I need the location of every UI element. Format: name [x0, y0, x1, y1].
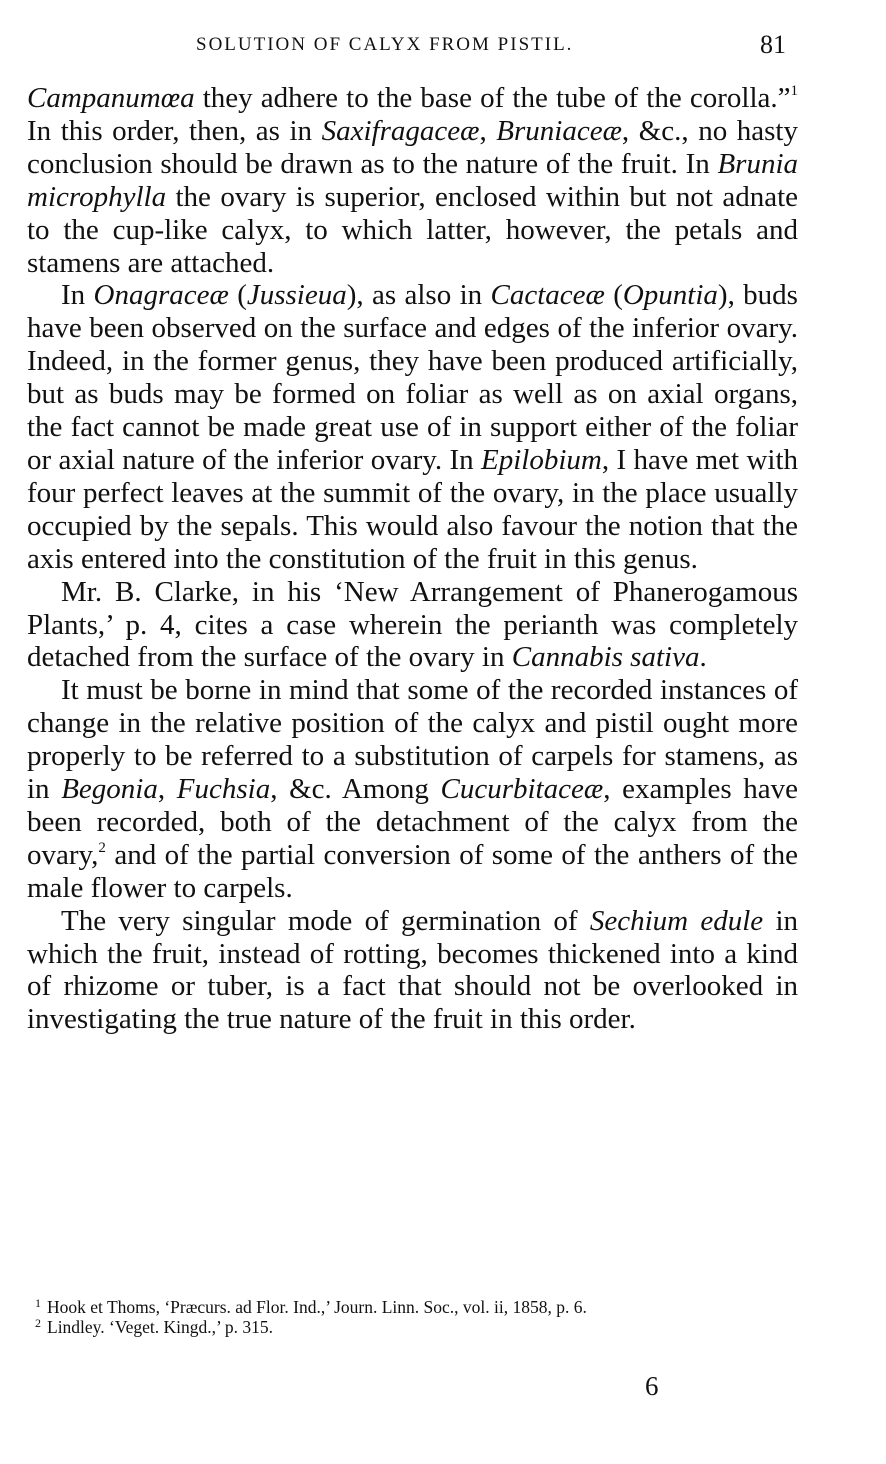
italic-term: Jussieua [246, 279, 347, 312]
text-run: they adhere to the base of the tube of the corolla.” [194, 82, 791, 114]
footnote [35, 1297, 798, 1317]
signature-mark: 6 [645, 1371, 659, 1401]
italic-term: Cannabis sativa [511, 641, 700, 674]
text-run: ( [604, 279, 623, 312]
text-run: , I have met with four perfect leaves at the summit of the ovary, in the place usually occupied by the sepals. This would also favour the notion that the axis entered into the constitution of the fruit in this genus. [27, 443, 798, 575]
footnote-text: Lindley. ‘Veget. Kingd.,’ p. 315. [47, 1317, 273, 1337]
text-run: In [61, 279, 94, 312]
text-run: , [479, 114, 497, 147]
running-head-title: SOLUTION OF CALYX FROM PISTIL. [196, 34, 574, 55]
text-run: In this order, then, as in [27, 114, 322, 147]
text-run: , &c. Among [270, 773, 441, 806]
italic-term: Cucurbitaceæ [440, 773, 604, 806]
italic-term: Brunia microphylla [27, 147, 798, 213]
body-text [27, 82, 798, 1036]
footnote-marker: 2 [35, 1316, 41, 1330]
text-run: ), as also in [346, 279, 491, 312]
italic-term: Opuntia [622, 279, 718, 312]
italic-term: Onagraceæ [93, 279, 229, 312]
paragraph [27, 279, 798, 575]
text-run: It must be borne in mind that some of the recorded instances of change in the relative position of the calyx and pistil ought more properly to be referred to a substitution of carpels for stamens, as in [27, 674, 798, 806]
footnote-text: Hook et Thoms, ‘Præcurs. ad Flor. Ind.,’ Journ. Linn. Soc., vol. ii, 1858, p. 6. [47, 1297, 587, 1317]
footnote-reference: 2 [98, 839, 106, 856]
text-run: and of the partial conversion of some of the anthers of the male flower to carpels. [27, 838, 798, 904]
text-run: in which the fruit, instead of rotting, becomes thickened into a kind of rhizome or tuber, is a fact that should not be overlooked in investigating the true nature of the fruit in this order. [27, 904, 799, 1036]
paragraph [27, 576, 798, 675]
italic-term: Cactaceæ [490, 279, 605, 312]
text-run: Mr. B. Clarke, in his ‘New Arrangement of Phanerogamous Plants,’ p. 4, cites a case wherein the perianth was completely detached from the surface of the ovary in [27, 575, 798, 674]
italic-term: Fuchsia [176, 773, 271, 806]
footnote-marker: 1 [35, 1296, 41, 1310]
text-run: , &c., no hasty conclusion should be drawn as to the nature of the fruit. In [27, 114, 798, 180]
text-run: ), buds have been observed on the surface and edges of the inferior ovary. Indeed, in the former genus, they have been produced artificially, but as buds may be formed on foliar as well as on axial organs, the fact cannot be made great use of in support either of the foliar or axial nature of the inferior ovary. In [27, 279, 798, 476]
footnotes [35, 1297, 798, 1337]
text-run: , examples have been recorded, both of the detachment of the calyx from the ovary, [27, 773, 799, 871]
italic-term: Sechium edule [589, 904, 764, 937]
italic-term: Saxifragaceæ [321, 114, 480, 147]
page-number: 81 [760, 30, 786, 59]
italic-term: Campanumœa [27, 82, 195, 114]
text-run: The very singular mode of germination of [61, 904, 590, 937]
footnote [35, 1317, 798, 1337]
text-run: , [157, 773, 177, 806]
paragraph [27, 82, 798, 279]
italic-term: Bruniaceæ [496, 114, 622, 147]
running-head [0, 30, 886, 60]
footnote-reference: 1 [790, 83, 798, 99]
text-run: the ovary is superior, enclosed within but not adnate to the cup-like calyx, to which latter, however, the petals and stamens are attached. [27, 180, 798, 279]
text-run: . [699, 641, 707, 674]
italic-term: Epilobium [481, 443, 602, 476]
paragraph [27, 674, 798, 904]
text-run: ( [228, 279, 247, 312]
paragraph [27, 905, 798, 1037]
italic-term: Begonia [61, 773, 158, 806]
